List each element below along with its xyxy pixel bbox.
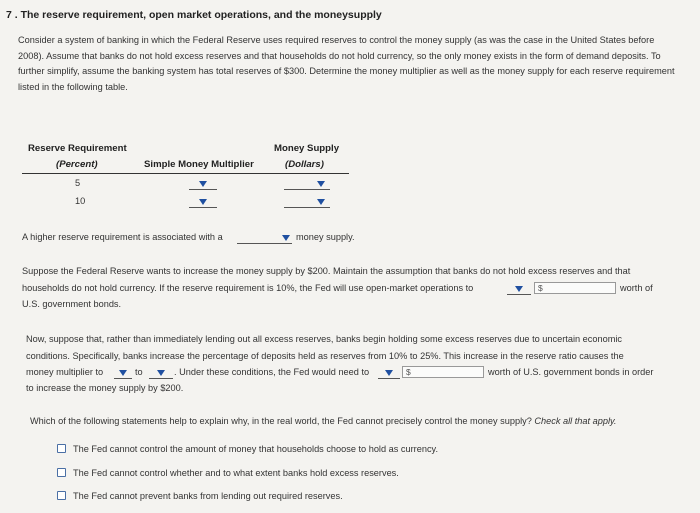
- open-market-line2: households do not hold currency. If the reserve requirement is 10%, the Fed will use open-market operations to: [22, 283, 474, 293]
- intro-paragraph: Consider a system of banking in which the Federal Reserve uses required reserves to control the money supply (as was the case in the United States before 2008). Assume that banks do not hold excess reserves and that households do not hold currency, so the only money exists in the form of demand deposits. To further simplify, assume the banking system has total reserves of $300. Determine the money multiplier as well as the money supply for each reserve requirement listed in the following table.: [18, 35, 675, 92]
- excess-line3-a: money multiplier to: [26, 367, 104, 377]
- col-reserve-unit: (Percent): [56, 159, 98, 170]
- dropdown-caret-icon: [199, 181, 207, 187]
- excess-line4: to increase the money supply by $200.: [26, 383, 184, 393]
- option-label-2: The Fed cannot control whether and to what extent banks hold excess reserves.: [73, 468, 399, 478]
- excess-line1: Now, suppose that, rather than immediately lending out all excess reserves, banks begin holding some excess reserves due to uncertain economic: [26, 334, 622, 344]
- dropdown-caret-icon: [317, 199, 325, 205]
- money-supply-dropdown-row2[interactable]: [284, 195, 330, 208]
- open-market-tail: worth of: [620, 283, 653, 293]
- col-supply-unit: (Dollars): [285, 159, 324, 170]
- excess-line3-b: to: [135, 367, 143, 377]
- higher-reserve-dropdown[interactable]: [237, 231, 292, 244]
- dropdown-caret-icon: [385, 370, 393, 376]
- dropdown-caret-icon: [282, 235, 290, 241]
- prompt-text: Which of the following statements help to explain why, in the real world, the Fed cannot precisely control the money supply?: [30, 416, 532, 426]
- money-supply-dropdown-row1[interactable]: [284, 177, 330, 190]
- dropdown-caret-icon: [119, 370, 127, 376]
- fed-amount-input[interactable]: [402, 366, 484, 378]
- open-market-amount-input[interactable]: [534, 282, 616, 294]
- col-supply-header: Money Supply: [274, 143, 340, 154]
- option-checkbox-2[interactable]: [57, 468, 66, 477]
- multiplier-change-to-dropdown[interactable]: [149, 366, 173, 379]
- higher-reserve-text: A higher reserve requirement is associated with a: [22, 232, 223, 242]
- open-market-action-dropdown[interactable]: [507, 282, 531, 295]
- dollar-prefix: $: [538, 283, 543, 293]
- option-label-1: The Fed cannot control the amount of money that households choose to hold as currency.: [73, 444, 438, 454]
- multiplier-change-from-dropdown[interactable]: [114, 366, 132, 379]
- open-market-line3: U.S. government bonds.: [22, 299, 122, 309]
- multiplier-dropdown-row2[interactable]: [189, 195, 217, 208]
- excess-line2: conditions. Specifically, banks increase the percentage of deposits held as reserves from 10% to 25%. This increase in the reserve ratio causes the: [26, 351, 624, 361]
- option-label-3: The Fed cannot prevent banks from lending out required reserves.: [73, 491, 343, 501]
- excess-line3-c: . Under these conditions, the Fed would need to: [174, 367, 370, 377]
- dropdown-caret-icon: [199, 199, 207, 205]
- question-title: 7 . The reserve requirement, open market operations, and the moneysupply: [6, 9, 382, 21]
- checkbox-question-prompt: [30, 416, 616, 426]
- dropdown-caret-icon: [157, 370, 165, 376]
- dropdown-caret-icon: [317, 181, 325, 187]
- col-reserve-header: Reserve Requirement: [28, 143, 127, 154]
- excess-line3-d: worth of U.S. government bonds in order: [488, 367, 654, 377]
- higher-reserve-tail: money supply.: [296, 232, 355, 242]
- fed-action-dropdown[interactable]: [378, 366, 400, 379]
- option-checkbox-1[interactable]: [57, 444, 66, 453]
- dropdown-caret-icon: [515, 286, 523, 292]
- dollar-prefix: $: [406, 367, 411, 377]
- option-checkbox-3[interactable]: [57, 491, 66, 500]
- multiplier-dropdown-row1[interactable]: [189, 177, 217, 190]
- open-market-line1: Suppose the Federal Reserve wants to increase the money supply by $200. Maintain the assumption that banks do not hold excess reserves and that: [22, 266, 631, 276]
- table-row-reserve: 10: [75, 196, 86, 206]
- table-row-reserve: 5: [75, 178, 81, 188]
- table-header-rule: [22, 173, 349, 174]
- col-multiplier-header: Simple Money Multiplier: [144, 159, 254, 170]
- prompt-hint: Check all that apply.: [534, 416, 617, 426]
